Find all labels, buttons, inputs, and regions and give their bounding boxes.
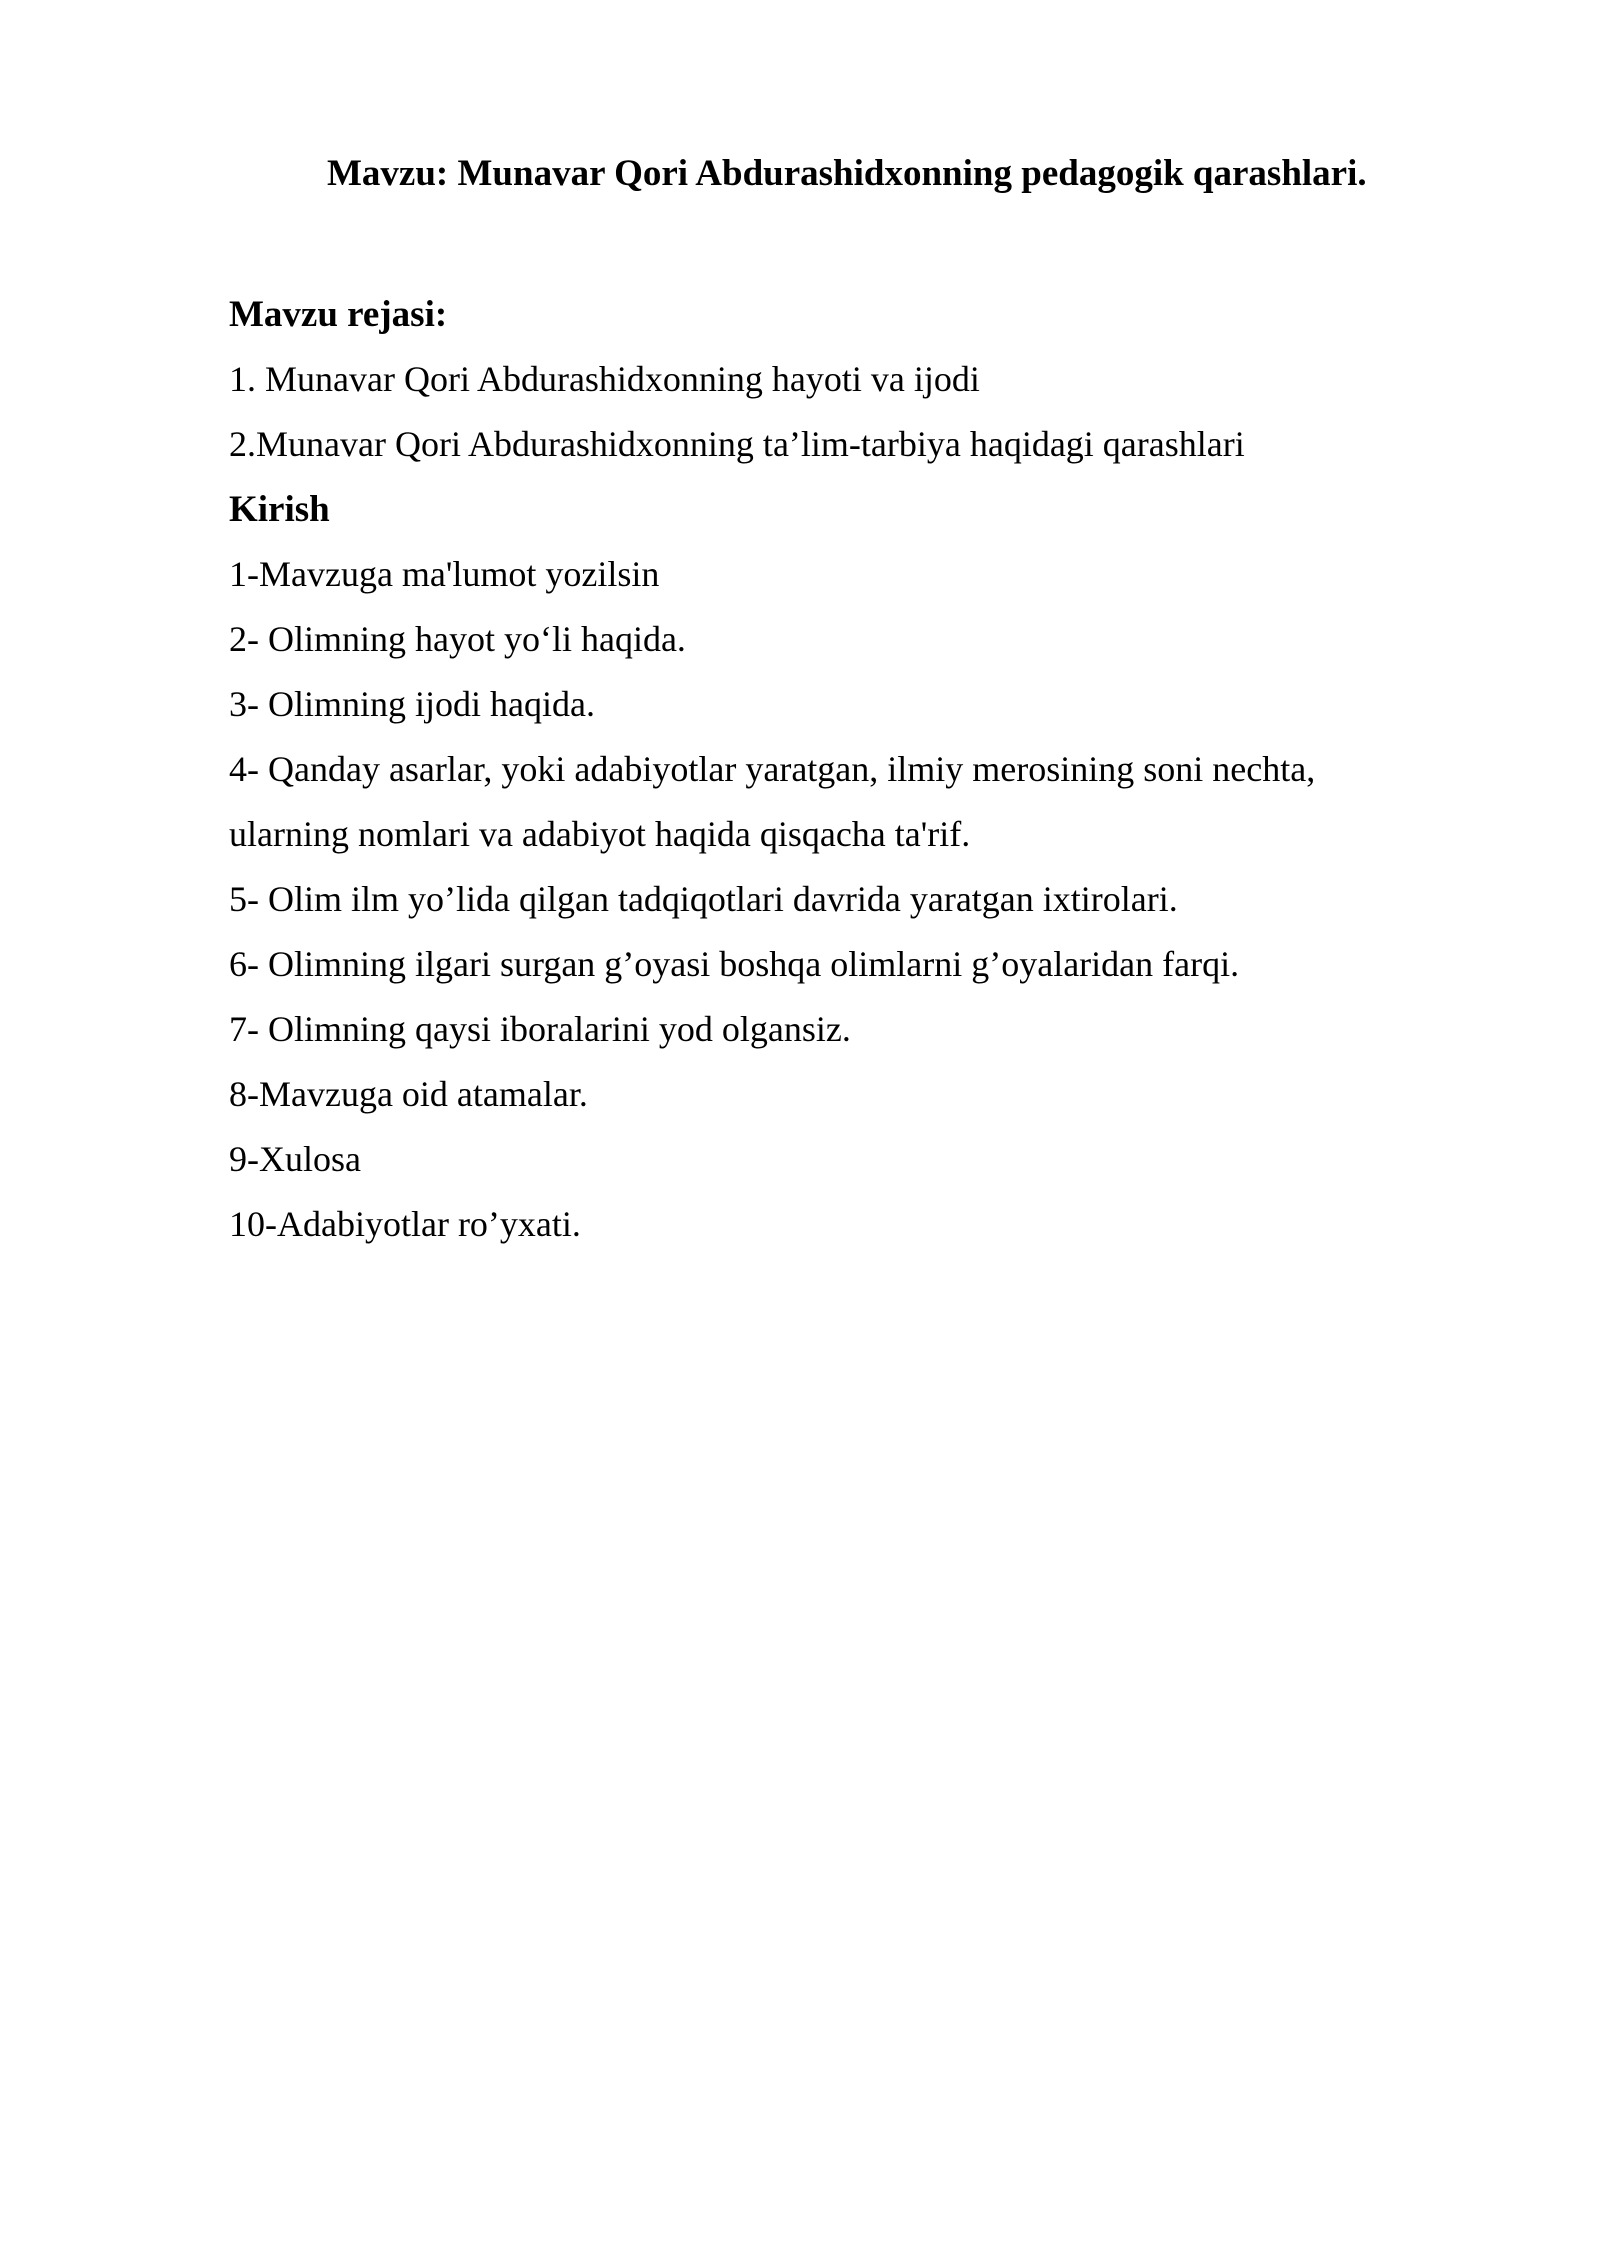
plan-item-2: 2.Munavar Qori Abdurashidxonning ta’lim-tarbiya haqidagi qarashlari bbox=[229, 424, 1245, 464]
intro-item-6: 6- Olimning ilgari surgan g’oyasi boshqa olimlarni g’oyalaridan farqi. bbox=[229, 944, 1240, 984]
intro-item-4: 4- Qanday asarlar, yoki adabiyotlar yaratgan, ilmiy merosining soni nechta, bbox=[229, 749, 1316, 789]
intro-item-1: 1-Mavzuga ma'lumot yozilsin bbox=[229, 554, 660, 594]
intro-item-5: 5- Olim ilm yo’lida qilgan tadqiqotlari davrida yaratgan ixtirolari. bbox=[229, 879, 1178, 919]
intro-item-3: 3- Olimning ijodi haqida. bbox=[229, 684, 595, 724]
intro-item-4-continuation: ularning nomlari va adabiyot haqida qisqacha ta'rif. bbox=[229, 814, 971, 854]
document-title: Mavzu: Munavar Qori Abdurashidxonning pedagogik qarashlari. bbox=[327, 153, 1367, 194]
intro-item-7: 7- Olimning qaysi iboralarini yod olgansiz. bbox=[229, 1009, 851, 1049]
plan-item-1: 1. Munavar Qori Abdurashidxonning hayoti va ijodi bbox=[229, 359, 980, 399]
intro-item-8: 8-Mavzuga oid atamalar. bbox=[229, 1074, 588, 1114]
document-body bbox=[229, 282, 1409, 1257]
intro-heading: Kirish bbox=[229, 489, 330, 530]
intro-item-10: 10-Adabiyotlar ro’yxati. bbox=[229, 1204, 581, 1244]
intro-item-2: 2- Olimning hayot yo‘li haqida. bbox=[229, 619, 686, 659]
intro-item-9: 9-Xulosa bbox=[229, 1139, 361, 1179]
plan-heading: Mavzu rejasi: bbox=[229, 294, 448, 335]
